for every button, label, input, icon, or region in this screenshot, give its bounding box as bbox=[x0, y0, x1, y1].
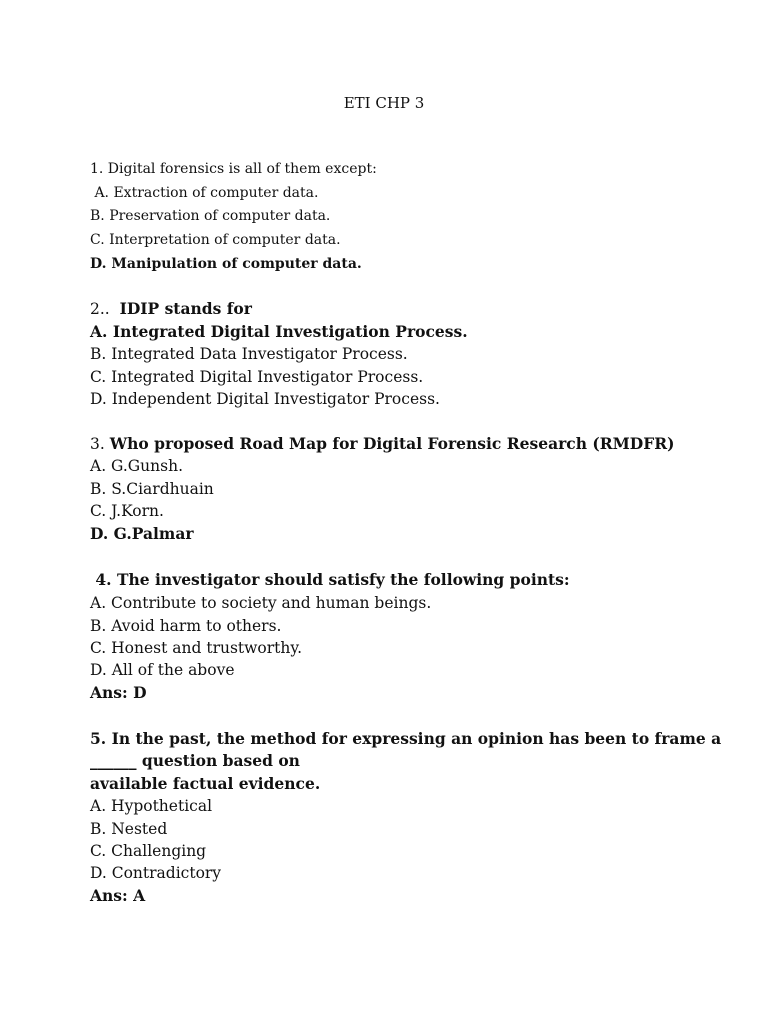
question-3-option-b: B. S.Ciardhuain bbox=[90, 480, 214, 498]
question-1-option-d-answer: D. Manipulation of computer data. bbox=[90, 256, 362, 272]
question-4-option-b: B. Avoid harm to others. bbox=[90, 617, 282, 635]
question-3-option-c: C. J.Korn. bbox=[90, 502, 164, 520]
question-2-option-b: B. Integrated Data Investigator Process. bbox=[90, 345, 408, 363]
question-1-option-b: B. Preservation of computer data. bbox=[90, 208, 331, 224]
question-4-answer: Ans: D bbox=[90, 683, 147, 702]
question-4-option-d: D. All of the above bbox=[90, 661, 235, 679]
question-4-option-c: C. Honest and trustworthy. bbox=[90, 639, 302, 657]
document-title: ETI CHP 3 bbox=[343, 94, 425, 112]
question-1-text: 1. Digital forensics is all of them except: bbox=[90, 161, 377, 177]
question-2-text bbox=[90, 298, 252, 320]
question-5-text-line-3: available factual evidence. bbox=[90, 774, 321, 793]
question-2-option-d: D. Independent Digital Investigator Process. bbox=[90, 390, 440, 408]
question-2-number: 2.. bbox=[90, 300, 120, 318]
question-2-option-c: C. Integrated Digital Investigator Process. bbox=[90, 368, 424, 386]
question-5-option-d: D. Contradictory bbox=[90, 864, 222, 882]
question-5-text-line-1: 5. In the past, the method for expressing an opinion has been to frame a bbox=[90, 729, 722, 748]
question-5-answer: Ans: A bbox=[90, 886, 146, 905]
question-4-text: 4. The investigator should satisfy the following points: bbox=[90, 570, 570, 589]
question-1-option-a: A. Extraction of computer data. bbox=[90, 185, 319, 201]
question-2-prompt: IDIP stands for bbox=[119, 299, 252, 318]
question-3-number: 3. bbox=[90, 435, 110, 453]
question-3-text bbox=[90, 433, 674, 455]
question-5-option-c: C. Challenging bbox=[90, 842, 207, 860]
question-5-text-line-2: ______ question based on bbox=[90, 751, 300, 770]
question-4-option-a: A. Contribute to society and human beings. bbox=[90, 594, 432, 612]
question-1-option-c: C. Interpretation of computer data. bbox=[90, 232, 341, 248]
question-5-option-a: A. Hypothetical bbox=[90, 797, 213, 815]
question-3-prompt: Who proposed Road Map for Digital Forensic Research (RMDFR) bbox=[109, 434, 675, 453]
question-5-option-b: B. Nested bbox=[90, 820, 168, 838]
question-3-option-a: A. G.Gunsh. bbox=[90, 457, 184, 475]
question-3-option-d-answer: D. G.Palmar bbox=[90, 524, 194, 543]
question-2-option-a-answer: A. Integrated Digital Investigation Process. bbox=[90, 322, 468, 341]
